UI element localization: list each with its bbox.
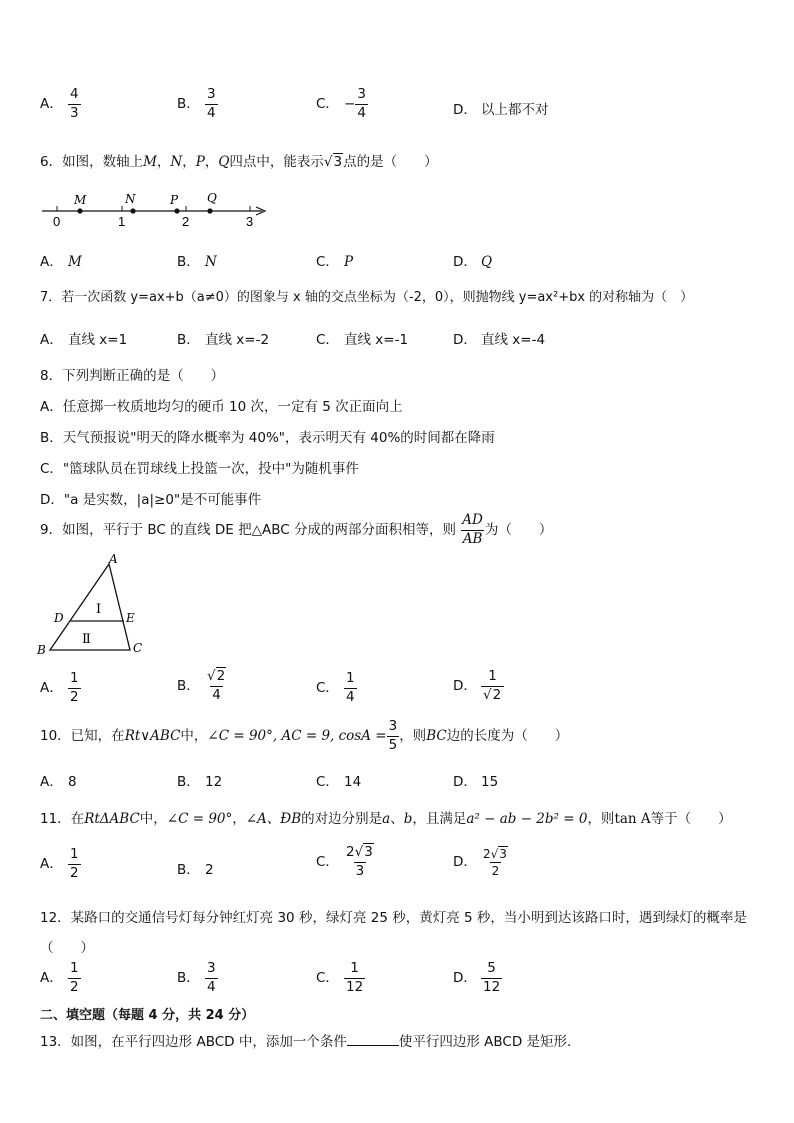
q12-stem: 12．某路口的交通信号灯每分钟红灯亮 30 秒，绿灯亮 25 秒，黄灯亮 5 秒，当小明到达该路口时，遇到绿灯的概率是 xyxy=(40,910,747,926)
q10-option-c: C． 14 xyxy=(316,774,362,790)
q9-option-a: A． $\frac{1}{2}$ xyxy=(40,670,79,705)
q9-option-c: C． $\frac{1}{4}$ xyxy=(316,670,355,705)
option-text: 以上都不对 xyxy=(481,102,549,118)
q7-option-c: C． 直线 x=-1 xyxy=(316,332,409,348)
point-label-n: N xyxy=(125,192,136,206)
q8-option-b: B．天气预报说"明天的降水概率为 40%"，表示明天有 40%的时间都在降雨 xyxy=(40,430,495,446)
q13-stem: 13．如图，在平行四边形 ABCD 中，添加一个条件 使平行四边形 ABCD 是矩形. xyxy=(40,1034,572,1050)
point-e: E xyxy=(126,611,135,625)
point-m xyxy=(77,208,82,213)
region-1: Ⅰ xyxy=(96,602,102,617)
fraction-3-5: $\frac{3}{5}$ xyxy=(388,718,398,753)
q8-option-c: C．"篮球队员在罚球线上投篮一次，投中"为随机事件 xyxy=(40,461,359,477)
region-2: Ⅱ xyxy=(82,632,91,647)
q12-option-d: D． $\frac{5}{12}$ xyxy=(453,960,501,995)
q9-stem: 9．如图，平行于 BC 的直线 DE 把△ABC 分成的两部分面积相等，则 $\frac{AD}{AB}$ 为（ ） xyxy=(40,512,553,547)
fraction: $\frac{3}{4}$ xyxy=(357,86,366,121)
q6-option-b: B． N xyxy=(177,254,217,270)
q12-option-a: A． $\frac{1}{2}$ xyxy=(40,960,79,995)
q10-option-b: B． 12 xyxy=(177,774,223,790)
q6-option-c: C． P xyxy=(316,254,354,270)
q9-option-d: D． $\frac{1}{√2}$ xyxy=(453,670,504,702)
option-label: C． xyxy=(316,96,339,112)
option-label: D． xyxy=(453,102,477,118)
option-label: A． xyxy=(40,96,63,112)
q7-option-b: B． 直线 x=-2 xyxy=(177,332,270,348)
tick-label-3: 3 xyxy=(246,214,254,229)
q8-option-d: D．"a 是实数，|a|≥0"是不可能事件 xyxy=(40,492,262,508)
q12-paren: （ ） xyxy=(40,940,94,956)
q6-option-a: A． M xyxy=(40,254,82,270)
sqrt-symbol: √3 xyxy=(323,154,343,170)
point-p xyxy=(174,208,179,213)
point-n xyxy=(130,208,135,213)
tick-label-2: 2 xyxy=(182,214,190,229)
fraction: $\frac{4}{3}$ xyxy=(70,86,79,121)
q11-stem: 11．在RtΔABC中，∠C = 90°，∠A、ÐB的对边分别是a、b，且满足a² − ab − 2b² = 0，则tan A等于（ ） xyxy=(40,811,732,827)
q11-option-d: D． $\frac{2√3}{2}$ xyxy=(453,847,507,878)
q5-option-d xyxy=(453,98,549,118)
q11-option-c: C． $\frac{2√3}{3}$ xyxy=(316,844,373,879)
vertex-c: C xyxy=(133,641,143,655)
option-label: B． xyxy=(177,96,200,112)
point-d: D xyxy=(54,611,64,625)
point-label-m: M xyxy=(74,193,87,207)
number-line xyxy=(40,188,275,230)
answer-blank[interactable] xyxy=(347,1033,399,1046)
q11-option-a: A． $\frac{1}{2}$ xyxy=(40,846,79,881)
q5-option-b xyxy=(177,88,218,120)
q7-stem: 7．若一次函数 y=ax+b（a≠0）的图象与 x 轴的交点坐标为（-2，0），则抛物线 y=ax²+bx 的对称轴为（ ） xyxy=(40,290,694,305)
fraction: $\frac{3}{4}$ xyxy=(207,86,216,121)
fraction-ad-ab: $\frac{AD}{AB}$ xyxy=(462,512,483,547)
minus-sign: − xyxy=(344,96,356,112)
q8-option-a: A．任意掷一枚质地均匀的硬币 10 次，一定有 5 次正面向上 xyxy=(40,399,403,415)
vertex-a: A xyxy=(109,552,118,566)
q10-option-a: A． 8 xyxy=(40,774,77,790)
q12-option-c: C． $\frac{1}{12}$ xyxy=(316,960,364,995)
point-q xyxy=(207,208,212,213)
q5-option-a xyxy=(40,88,81,120)
q8-stem: 8．下列判断正确的是（ ） xyxy=(40,368,225,384)
vertex-b: B xyxy=(37,643,46,657)
triangle-figure xyxy=(34,552,154,658)
q6-stem: 6．如图，数轴上M，N，P，Q四点中，能表示√3点的是（ ） xyxy=(40,154,438,170)
q10-stem: 10．已知，在Rt∨ABC中，∠C = 90°, AC = 9, cosA = $\frac{3}{5}$ ，则BC边的长度为（ ） xyxy=(40,718,569,753)
q10-option-d: D． 15 xyxy=(453,774,499,790)
tick-label-1: 1 xyxy=(118,214,126,229)
q9-option-b: B． $\frac{√2}{4}$ xyxy=(177,668,226,703)
q11-option-b: B． 2 xyxy=(177,862,214,878)
q7-option-d: D． 直线 x=-4 xyxy=(453,332,546,348)
q6-option-d: D． Q xyxy=(453,254,493,270)
point-label-p: P xyxy=(170,193,179,207)
tick-label-0: 0 xyxy=(53,214,61,229)
q12-option-b: B． $\frac{3}{4}$ xyxy=(177,960,216,995)
q7-option-a: A． 直线 x=1 xyxy=(40,332,128,348)
point-label-q: Q xyxy=(207,191,217,205)
q5-option-c xyxy=(316,88,368,120)
section-title: 二、填空题（每题 4 分，共 24 分） xyxy=(40,1008,255,1023)
